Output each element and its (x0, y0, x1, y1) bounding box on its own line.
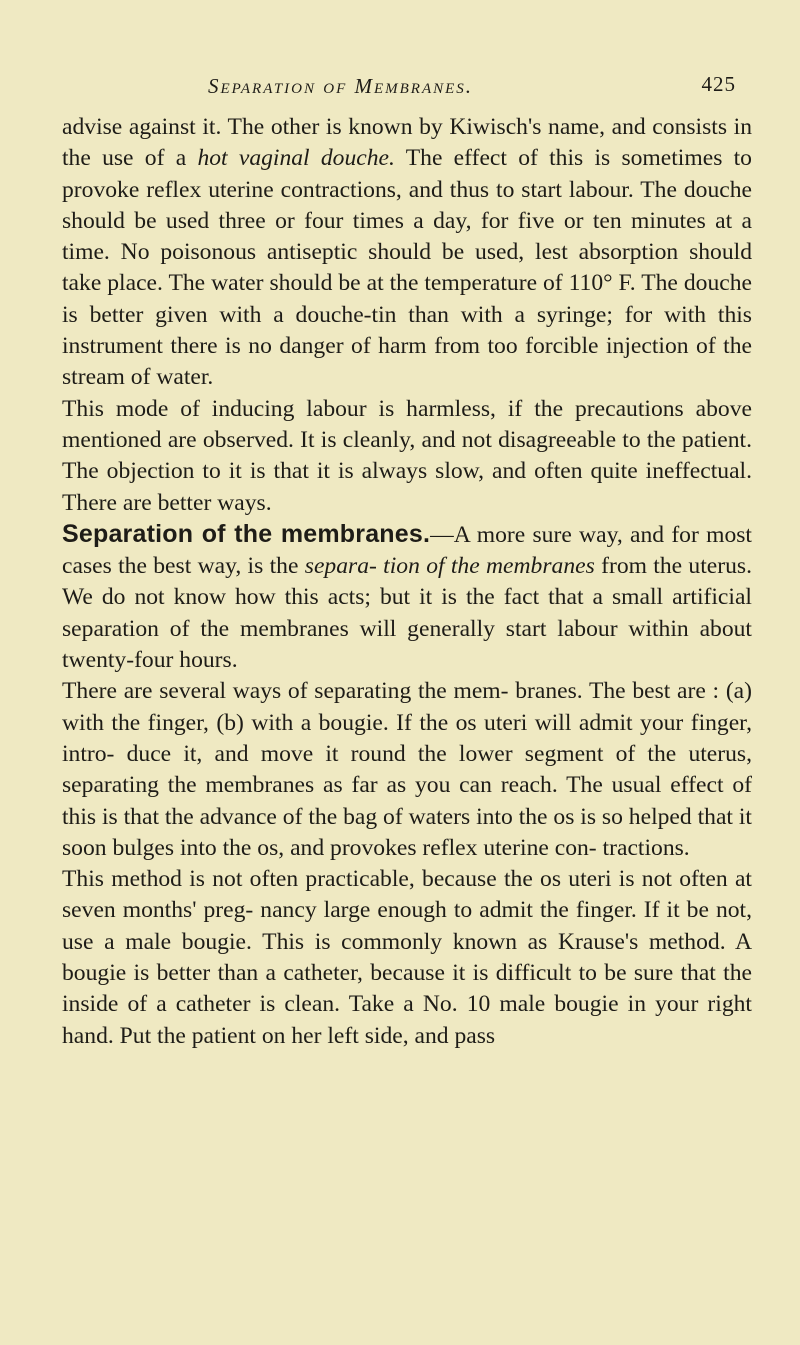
paragraph-1-text-a: advise against it. The other is known by Kiwisch's name, and consists in the use of a (62, 114, 752, 172)
section-heading: Separation of the membranes. (62, 519, 431, 548)
paragraph-3-text-b: from the uterus. We do not know how this acts; but it is the fact that a small artificial separation of the membranes will generally start labour within about twenty-four hours. (62, 553, 752, 674)
paragraph-3 (62, 519, 752, 676)
paragraph-5: This method is not often practicable, because the os uteri is not often at seven months' preg- nancy large enough to admit the finger. If it be not, use a male bougie. This is commonly known as Krause's method. A bougie is better than a catheter, because it is difficult to be sure that the inside of a catheter is clean. Take a No. 10 male bougie in your right hand. Put the patient on her left side, and pass (62, 866, 752, 1049)
paragraph-1 (62, 112, 752, 394)
paragraph-4: There are several ways of separating the mem- branes. The best are : (a) with the finger, (b) with a bougie. If the os uteri will admit your finger, intro- duce it, and move it round the lower segment of the uterus, separating the membranes as far as you can reach. The usual effect of this is that the advance of the bag of waters into the os is so helped that it soon bulges into the os, and provokes reflex uterine con- tractions. (62, 678, 752, 861)
body-text (62, 112, 752, 1052)
paragraph-2: This mode of inducing labour is harmless, if the precautions above mentioned are observed. It is cleanly, and not disagreeable to the patient. The objection to it is that it is always slow, and often quite ineffectual. There are better ways. (62, 395, 752, 516)
paragraph-3-text-a: —A more sure way, and for most cases the best way, is the (62, 521, 752, 580)
hot-vaginal-douche-term: hot vaginal douche. (197, 145, 395, 172)
paragraph-1-text-b: The effect of this is sometimes to provoke reflex uterine contractions, and thus to start labour. The douche should be used three or four times a day, for five or ten minutes at a time. No poisonous antiseptic should be used, lest absorption should take place. The water should be at the temperature of 110° F. The douche is better given with a douche-tin than with a syringe; for with this instrument there is no danger of harm from too forcible injection of the stream of water. (62, 145, 752, 391)
page-number: 425 (701, 72, 736, 96)
running-head: Separation of Membranes. (208, 74, 474, 98)
separation-term: separa- tion of the membranes (304, 553, 595, 580)
